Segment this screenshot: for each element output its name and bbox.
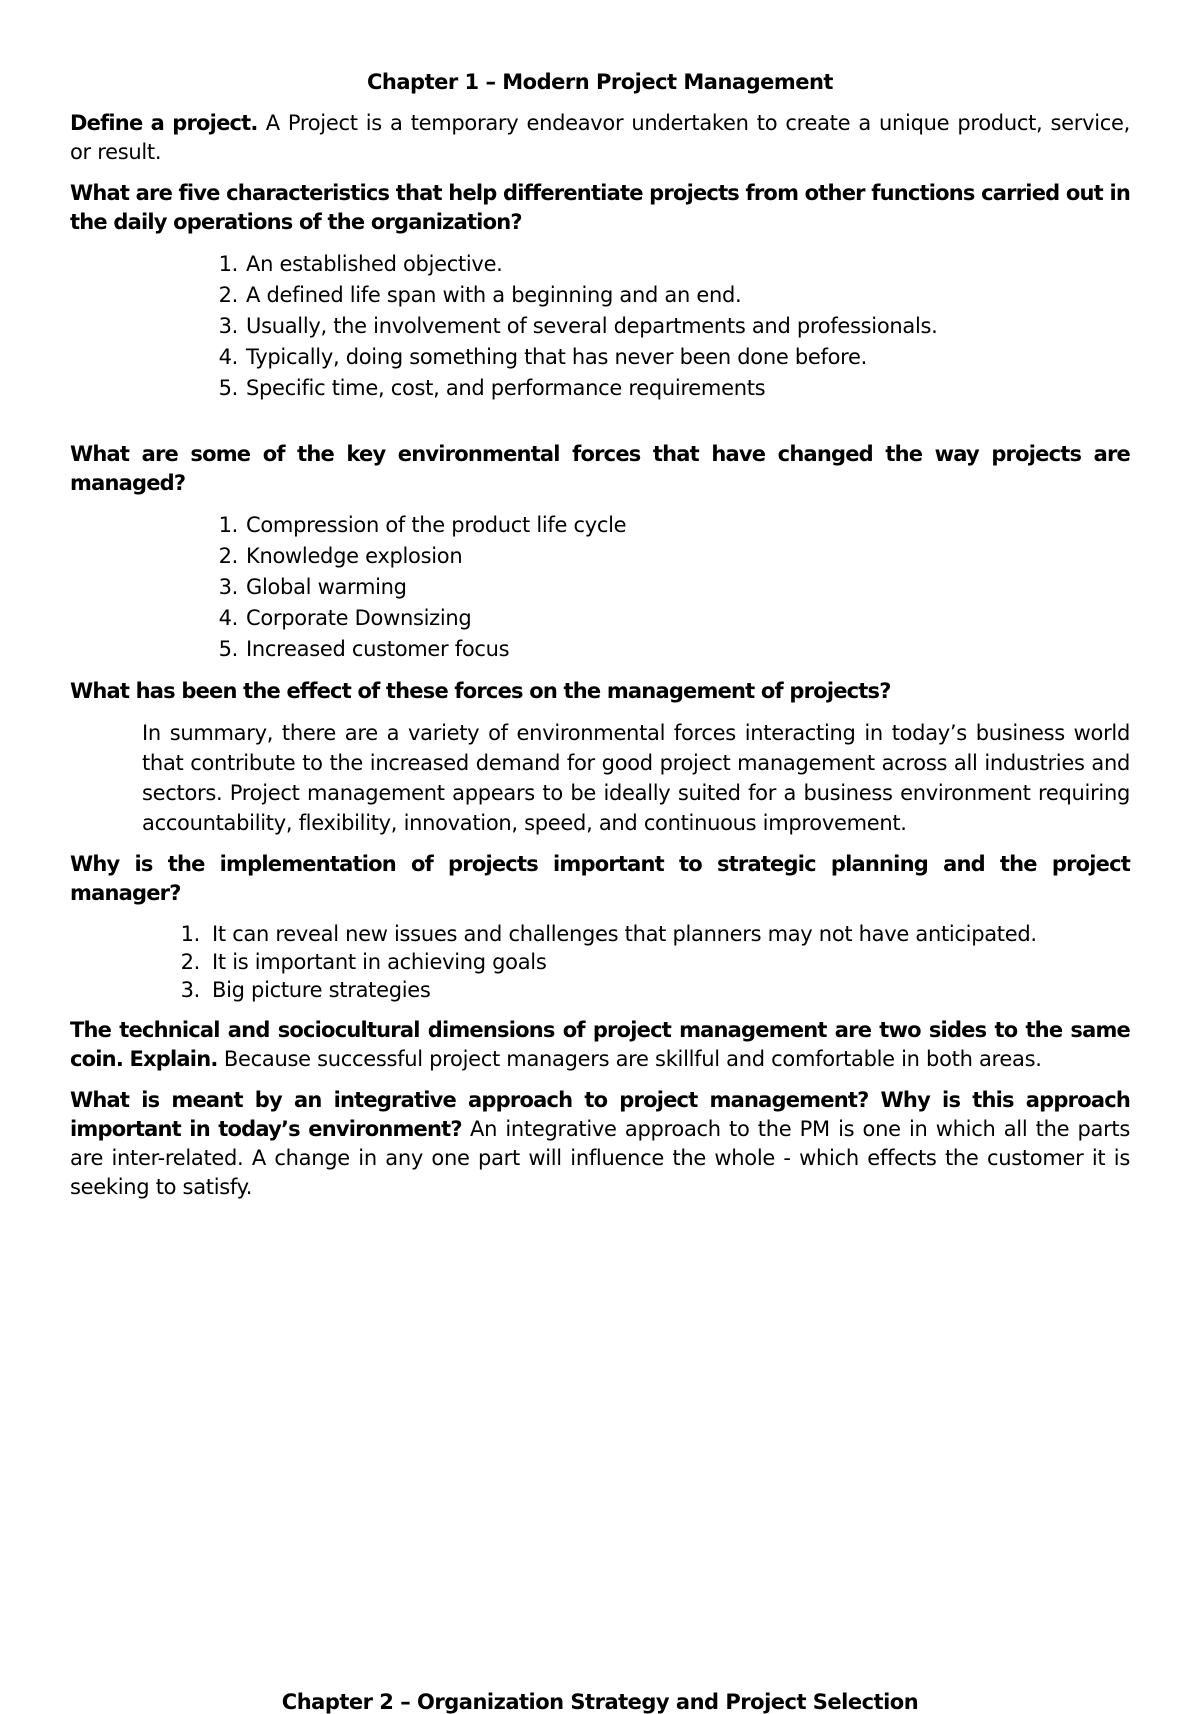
list-item: 2. Knowledge explosion	[218, 544, 463, 568]
list-item: 5. Increased customer focus	[218, 637, 510, 661]
characteristics-list	[70, 249, 1130, 404]
define-project-answer: A Project is a temporary endeavor undertaken to create a unique product, service, or result.	[70, 111, 1130, 164]
list-item: 2. A defined life span with a beginning and an end.	[218, 283, 742, 307]
list-item: 2. It is important in achieving goals	[180, 950, 547, 974]
list-item: 4. Typically, doing something that has never been done before.	[218, 345, 867, 369]
dimensions-answer: Because successful project managers are skillful and comfortable in both areas.	[217, 1047, 1042, 1071]
define-project-paragraph	[70, 109, 1130, 167]
dimensions-paragraph	[70, 1016, 1130, 1074]
implementation-list	[70, 920, 1130, 1004]
list-item: 1. It can reveal new issues and challenges that planners may not have anticipated.	[180, 922, 1037, 946]
integrative-question: What is meant by an integrative approach to project management? Why is this approach important in today’s environment?	[70, 1088, 1130, 1141]
chapter-1-title: Chapter 1 – Modern Project Management	[367, 70, 833, 94]
document-page	[70, 68, 1130, 1214]
list-item: 3. Usually, the involvement of several departments and professionals.	[218, 314, 938, 338]
effect-question: What has been the effect of these forces on the management of projects?	[70, 679, 891, 703]
list-item: 5. Specific time, cost, and performance requirements	[218, 376, 766, 400]
environmental-forces-list	[70, 510, 1130, 665]
integrative-answer: An integrative approach to the PM is one in which all the parts are inter-related. A change in any one part will influence the whole - which effects the customer it is seeking to satisfy.	[70, 1117, 1130, 1199]
implementation-question: Why is the implementation of projects important to strategic planning and the project manager?	[70, 852, 1130, 905]
integrative-paragraph	[70, 1086, 1130, 1202]
effect-summary: In summary, there are a variety of environmental forces interacting in today’s business world that contribute to the increased demand for good project management across all industries and sectors. Project management appears to be ideally suited for a business environment requiring accountability, flexibility, innovation, speed, and continuous improvement.	[142, 721, 1130, 835]
dimensions-question: The technical and sociocultural dimensions of project management are two sides to the same coin. Explain.	[70, 1018, 1130, 1071]
list-item: 3. Global warming	[218, 575, 407, 599]
list-item: 1. An established objective.	[218, 252, 503, 276]
characteristics-question: What are five characteristics that help differentiate projects from other functions carried out in the daily operations of the organization?	[70, 181, 1130, 234]
define-project-question: Define a project.	[70, 111, 258, 135]
list-item: 1. Compression of the product life cycle	[218, 513, 627, 537]
list-item: 4. Corporate Downsizing	[218, 606, 472, 630]
list-item: 3. Big picture strategies	[180, 978, 431, 1002]
environmental-forces-question: What are some of the key environmental forces that have changed the way projects are managed?	[70, 442, 1130, 495]
chapter-2-title: Chapter 2 – Organization Strategy and Project Selection	[281, 1690, 919, 1714]
